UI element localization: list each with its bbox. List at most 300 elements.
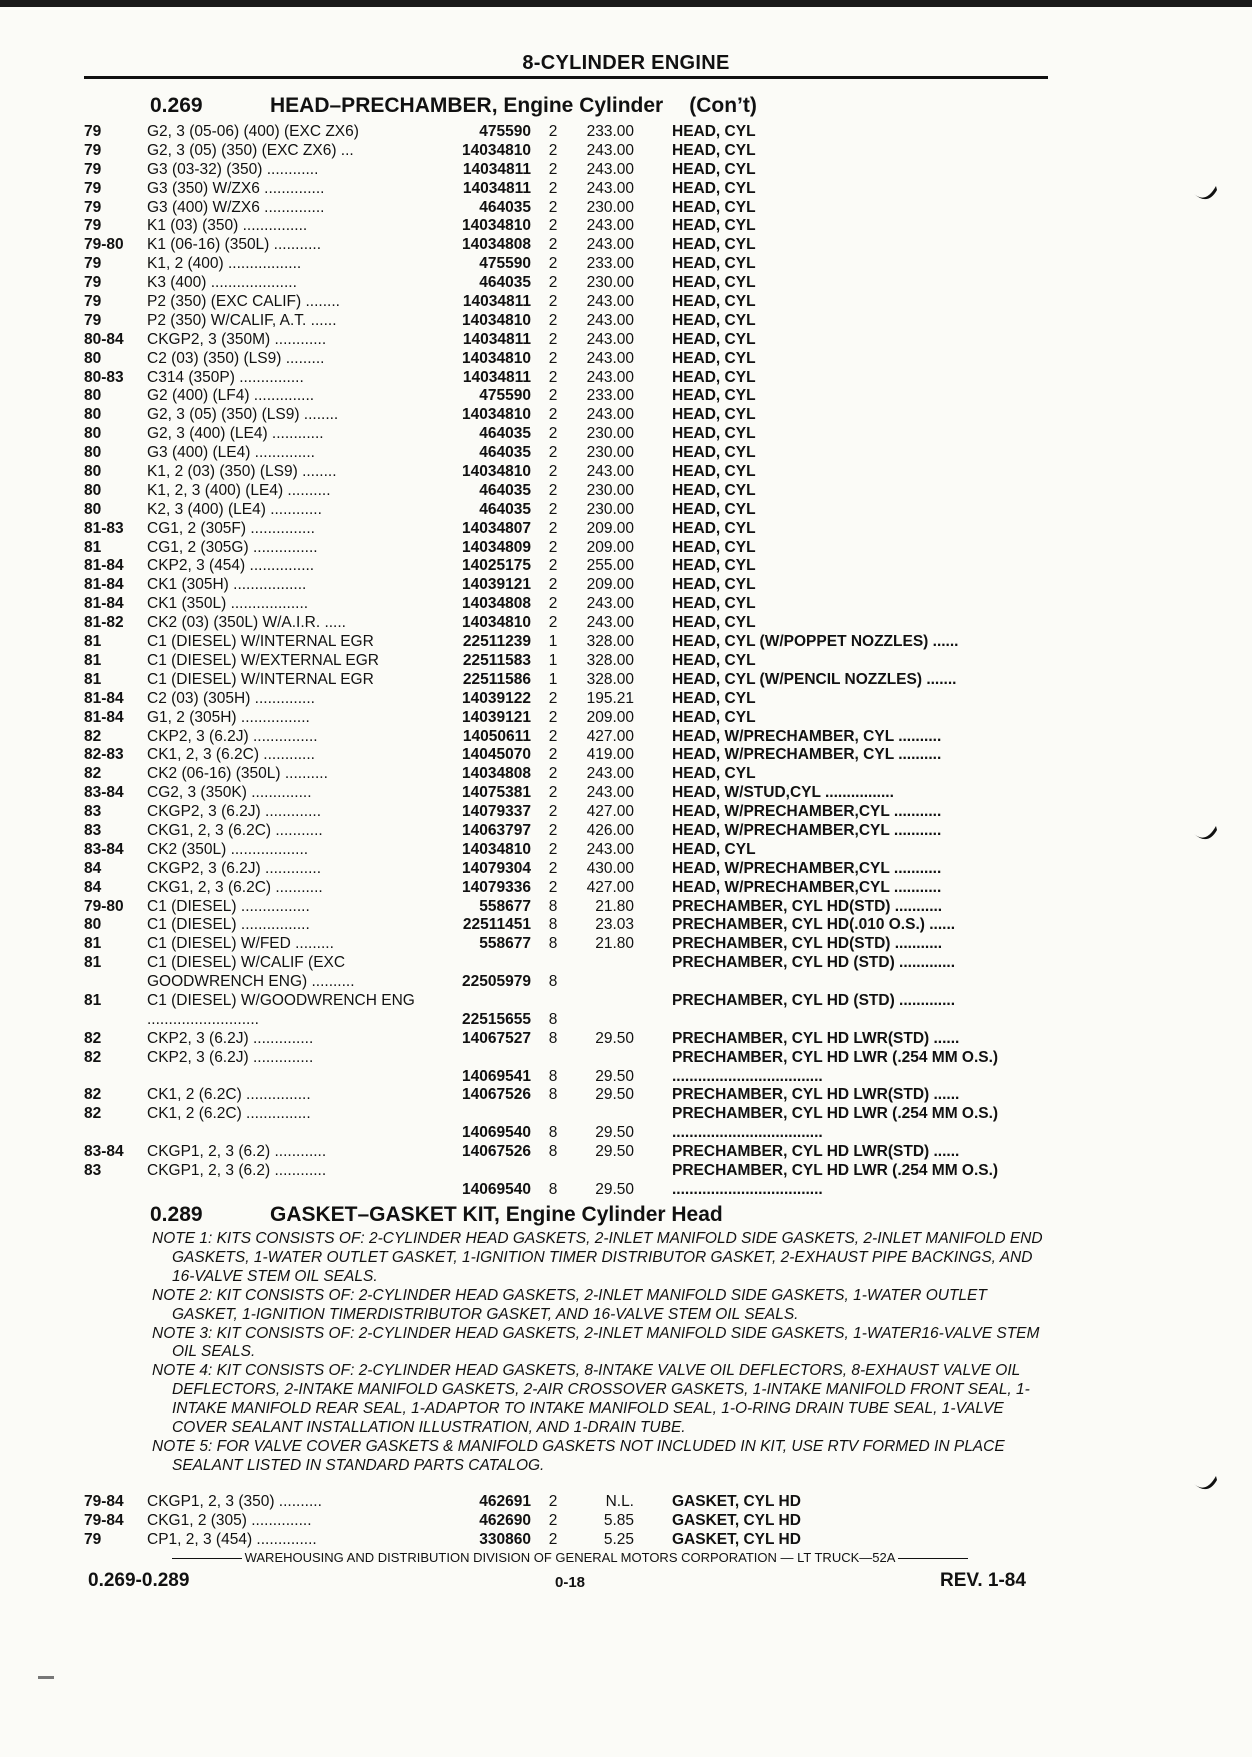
- binder-clip-icon: [1192, 180, 1218, 202]
- price-cell: 29.50: [595, 1143, 634, 1161]
- table-row: [84, 576, 1050, 595]
- quantity-cell: 2: [548, 123, 558, 140]
- price-cell: 23.03: [595, 916, 634, 934]
- table-row: [84, 180, 1050, 199]
- table-row: [84, 444, 1050, 463]
- year-cell: 79: [84, 141, 102, 159]
- part-number-cell: 14067526: [462, 1086, 531, 1104]
- section-heading-0289: [150, 1203, 723, 1227]
- description-cell: HEAD, CYL: [672, 463, 756, 481]
- price-cell: 243.00: [586, 595, 634, 613]
- quantity-cell: 2: [548, 576, 558, 594]
- description-cell: HEAD, CYL: [672, 500, 756, 518]
- price-cell: 230.00: [586, 481, 634, 499]
- description-cell: HEAD, CYL: [672, 330, 756, 348]
- year-cell: 82: [84, 1105, 102, 1123]
- description-cell: HEAD, CYL: [672, 444, 756, 462]
- model-cell: K1, 2 (03) (350) (LS9) ........: [147, 463, 337, 481]
- year-cell: 79: [84, 179, 102, 197]
- table-row: [84, 199, 1050, 218]
- price-cell: 209.00: [586, 576, 634, 594]
- note-text: NOTE 4: KIT CONSISTS OF: 2-CYLINDER HEAD GASKETS, 8-INTAKE VALVE OIL DEFLECTORS, 8-EXHAUST VALVE OIL DEFLECTORS, 2-INTAKE MANIFOLD GASKETS, 2-AIR CROSSOVER GASKETS, 1-INTAKE MANIFOLD FRONT SEAL, 1-INTAKE MANIFOLD REAR SEAL, 1-ADAPTOR TO INTAKE MANIFOLD SEAL, 1-O-RING DRAIN TUBE SEAL, 1-VALVE COVER SEALANT INSTALLATION ILLUSTRATION, AND 1-DRAIN TUBE.: [152, 1362, 1030, 1437]
- price-cell: 243.00: [586, 406, 634, 424]
- part-number-cell: 475590: [479, 123, 531, 140]
- model-cell: CKGP1, 2, 3 (6.2) ............: [147, 1143, 327, 1161]
- model-cell: G2, 3 (05) (350) (EXC ZX6) ...: [147, 141, 354, 159]
- table-row: [84, 1531, 1050, 1550]
- year-cell: 83: [84, 821, 102, 839]
- price-cell: 243.00: [586, 293, 634, 311]
- year-cell: 81: [84, 935, 102, 953]
- description-cell: PRECHAMBER, CYL HD LWR (.254 MM O.S.) ...................................: [672, 1105, 999, 1142]
- table-row: [84, 387, 1050, 406]
- quantity-cell: 2: [548, 444, 558, 462]
- year-cell: 81: [84, 633, 102, 651]
- year-cell: 81: [84, 991, 102, 1009]
- description-cell: HEAD, CYL: [672, 708, 756, 726]
- description-cell: HEAD, CYL: [672, 141, 756, 159]
- description-cell: HEAD, W/PRECHAMBER,CYL ...........: [672, 803, 942, 821]
- description-cell: PRECHAMBER, CYL HD (STD) .............: [672, 954, 956, 972]
- part-number-cell: 14079304: [462, 859, 531, 877]
- model-cell: G2, 3 (400) (LE4) ............: [147, 425, 324, 443]
- model-cell: C2 (03) (350) (LS9) .........: [147, 349, 325, 367]
- part-number-cell: 14034808: [462, 236, 531, 254]
- description-cell: HEAD, CYL: [672, 557, 756, 575]
- model-cell: CK1 (350L) ..................: [147, 595, 309, 613]
- part-number-cell: 22505979: [462, 973, 531, 991]
- table-row: [84, 614, 1050, 633]
- table-row: [84, 1105, 1050, 1143]
- quantity-cell: 2: [548, 538, 558, 556]
- quantity-cell: 2: [548, 179, 558, 197]
- part-number-cell: 558677: [479, 935, 531, 953]
- table-row: [84, 520, 1050, 539]
- part-number-cell: 14045070: [462, 746, 531, 764]
- part-number-cell: 14039121: [462, 708, 531, 726]
- description-cell: HEAD, CYL: [672, 160, 756, 178]
- description-cell: PRECHAMBER, CYL HD (STD) .............: [672, 991, 956, 1009]
- model-cell: C2 (03) (305H) ..............: [147, 689, 315, 707]
- table-row: [84, 539, 1050, 558]
- quantity-cell: 1: [548, 670, 558, 688]
- quantity-cell: 2: [548, 425, 558, 443]
- table-row: [84, 822, 1050, 841]
- price-cell: 230.00: [586, 198, 634, 216]
- part-number-cell: 475590: [479, 387, 531, 405]
- part-number-cell: 14034809: [462, 538, 531, 556]
- quantity-cell: 2: [548, 519, 558, 537]
- price-cell: 427.00: [586, 727, 634, 745]
- quantity-cell: 2: [548, 198, 558, 216]
- model-cell: K2, 3 (400) (LE4) ............: [147, 500, 322, 518]
- table-row: [84, 142, 1050, 161]
- part-number-cell: 14034810: [462, 349, 531, 367]
- table-row: [84, 406, 1050, 425]
- description-cell: HEAD, CYL: [672, 236, 756, 254]
- section-continued: (Con’t): [689, 94, 757, 117]
- part-number-cell: 14034810: [462, 217, 531, 235]
- price-cell: 243.00: [586, 330, 634, 348]
- year-cell: 80-83: [84, 368, 124, 386]
- quantity-cell: 2: [548, 274, 558, 292]
- model-cell: K1, 2 (400) .................: [147, 255, 302, 273]
- model-cell: CK2 (06-16) (350L) ..........: [147, 765, 328, 783]
- quantity-cell: 2: [548, 595, 558, 613]
- page-number: 0-18: [555, 1574, 586, 1591]
- price-cell: 230.00: [586, 274, 634, 292]
- part-number-cell: 14034811: [462, 160, 531, 178]
- table-row: [84, 274, 1050, 293]
- price-cell: 230.00: [586, 500, 634, 518]
- year-cell: 79: [84, 1530, 102, 1548]
- year-cell: 81: [84, 538, 102, 556]
- part-number-cell: 14034810: [462, 406, 531, 424]
- year-cell: 82: [84, 1086, 102, 1104]
- price-cell: 29.50: [595, 1067, 634, 1085]
- note-text: NOTE 1: KITS CONSISTS OF: 2-CYLINDER HEAD GASKETS, 2-INLET MANIFOLD SIDE GASKETS, 2-INLET MANIFOLD END GASKETS, 1-WATER OUTLET GASKET, 1-IGNITION TIMER DISTRIBUTOR GASKET, 2-EXHAUST PIPE BACKINGS, AND 16-VALVE STEM OIL SEALS.: [152, 1230, 1043, 1285]
- description-cell: HEAD, W/PRECHAMBER,CYL ...........: [672, 859, 942, 877]
- description-cell: HEAD, CYL: [672, 255, 756, 273]
- quantity-cell: 8: [548, 1067, 558, 1085]
- price-cell: 29.50: [595, 1180, 634, 1198]
- year-cell: 83-84: [84, 784, 124, 802]
- price-cell: 21.80: [595, 897, 634, 915]
- quantity-cell: 2: [548, 217, 558, 235]
- model-cell: CK1, 2 (6.2C) ...............: [147, 1086, 311, 1104]
- price-cell: 328.00: [586, 651, 634, 669]
- table-row: [84, 236, 1050, 255]
- binder-clip-icon: [1192, 1470, 1218, 1492]
- footer-rule-right: [898, 1558, 968, 1559]
- quantity-cell: 8: [548, 1086, 558, 1104]
- part-number-cell: 464035: [479, 198, 531, 216]
- quantity-cell: 8: [548, 1029, 558, 1047]
- model-cell: C1 (DIESEL) W/CALIF (EXC GOODWRENCH ENG) ..........: [147, 954, 355, 991]
- part-number-cell: 14034811: [462, 330, 531, 348]
- description-cell: PRECHAMBER, CYL HD LWR(STD) ......: [672, 1086, 960, 1104]
- description-cell: HEAD, CYL: [672, 274, 756, 292]
- model-cell: CKP2, 3 (6.2J) ..............: [147, 1048, 314, 1066]
- description-cell: PRECHAMBER, CYL HD LWR(STD) ......: [672, 1029, 960, 1047]
- model-cell: CKGP1, 2, 3 (6.2) ............: [147, 1162, 327, 1180]
- year-cell: 79-80: [84, 236, 124, 254]
- table-row: [84, 369, 1050, 388]
- year-cell: 79: [84, 160, 102, 178]
- part-number-cell: 14069540: [462, 1124, 531, 1142]
- description-cell: HEAD, CYL: [672, 198, 756, 216]
- year-cell: 81-84: [84, 708, 124, 726]
- description-cell: HEAD, W/PRECHAMBER, CYL ..........: [672, 746, 942, 764]
- part-number-cell: 14025175: [462, 557, 531, 575]
- year-cell: 81-84: [84, 595, 124, 613]
- quantity-cell: 2: [548, 311, 558, 329]
- part-number-cell: 14034810: [462, 614, 531, 632]
- description-cell: HEAD, CYL: [672, 387, 756, 405]
- description-cell: PRECHAMBER, CYL HD(STD) ...........: [672, 897, 943, 915]
- quantity-cell: 2: [548, 330, 558, 348]
- description-cell: HEAD, CYL: [672, 481, 756, 499]
- description-cell: HEAD, CYL: [672, 595, 756, 613]
- price-cell: 243.00: [586, 349, 634, 367]
- part-number-cell: 22511583: [462, 651, 531, 669]
- model-cell: CK1, 2, 3 (6.2C) ............: [147, 746, 315, 764]
- price-cell: 230.00: [586, 444, 634, 462]
- quantity-cell: 2: [548, 1493, 558, 1510]
- year-cell: 81: [84, 651, 102, 669]
- table-row: [84, 482, 1050, 501]
- description-cell: HEAD, CYL (W/POPPET NOZZLES) ......: [672, 633, 959, 651]
- description-cell: HEAD, CYL: [672, 576, 756, 594]
- model-cell: CG1, 2 (305G) ...............: [147, 538, 318, 556]
- quantity-cell: 2: [548, 387, 558, 405]
- price-cell: 209.00: [586, 519, 634, 537]
- description-cell: PRECHAMBER, CYL HD(STD) ...........: [672, 935, 943, 953]
- model-cell: K1 (06-16) (350L) ...........: [147, 236, 322, 254]
- quantity-cell: 8: [548, 935, 558, 953]
- table-row: [84, 746, 1050, 765]
- table-row: [84, 765, 1050, 784]
- year-cell: 80: [84, 387, 102, 405]
- model-cell: CK2 (350L) ..................: [147, 840, 309, 858]
- model-cell: G3 (350) W/ZX6 ..............: [147, 179, 325, 197]
- publisher-line: [90, 1550, 1050, 1565]
- table-row: [84, 1143, 1050, 1162]
- model-cell: C1 (DIESEL) W/FED .........: [147, 935, 334, 953]
- quantity-cell: 2: [548, 349, 558, 367]
- model-cell: G2, 3 (05-06) (400) (EXC ZX6): [147, 123, 359, 140]
- description-cell: HEAD, CYL: [672, 368, 756, 386]
- part-number-cell: 464035: [479, 444, 531, 462]
- model-cell: C314 (350P) ...............: [147, 368, 304, 386]
- price-cell: 243.00: [586, 141, 634, 159]
- price-cell: 209.00: [586, 538, 634, 556]
- model-cell: CP1, 2, 3 (454) ..............: [147, 1530, 317, 1548]
- price-cell: 243.00: [586, 311, 634, 329]
- price-cell: N.L.: [605, 1493, 634, 1510]
- part-number-cell: 14034811: [462, 368, 531, 386]
- table-row: [84, 671, 1050, 690]
- year-cell: 82: [84, 1048, 102, 1066]
- quantity-cell: 8: [548, 1124, 558, 1142]
- year-cell: 80: [84, 444, 102, 462]
- year-cell: 80: [84, 425, 102, 443]
- page-title: 8-CYLINDER ENGINE: [522, 52, 730, 74]
- part-number-cell: 14069540: [462, 1180, 531, 1198]
- model-cell: K3 (400) ....................: [147, 274, 297, 292]
- description-cell: GASKET, CYL HD: [672, 1493, 801, 1510]
- description-cell: PRECHAMBER, CYL HD(.010 O.S.) ......: [672, 916, 956, 934]
- year-cell: 79-84: [84, 1493, 124, 1510]
- year-cell: 80: [84, 916, 102, 934]
- price-cell: 243.00: [586, 463, 634, 481]
- quantity-cell: 2: [548, 765, 558, 783]
- quantity-cell: 8: [548, 897, 558, 915]
- model-cell: P2 (350) W/CALIF, A.T. ......: [147, 311, 337, 329]
- quantity-cell: 2: [548, 141, 558, 159]
- description-cell: HEAD, CYL: [672, 406, 756, 424]
- table-row: [84, 123, 1050, 142]
- quantity-cell: 2: [548, 746, 558, 764]
- part-number-cell: 14050611: [462, 727, 531, 745]
- table-row: [84, 879, 1050, 898]
- description-cell: PRECHAMBER, CYL HD LWR(STD) ......: [672, 1143, 960, 1161]
- binder-clip-icon: [1192, 820, 1218, 842]
- year-cell: 79: [84, 123, 102, 140]
- part-number-cell: 558677: [479, 897, 531, 915]
- model-cell: CKGP2, 3 (6.2J) .............: [147, 859, 321, 877]
- year-cell: 84: [84, 878, 102, 896]
- model-cell: C1 (DIESEL) W/EXTERNAL EGR: [147, 651, 379, 669]
- model-cell: C1 (DIESEL) W/INTERNAL EGR: [147, 670, 374, 688]
- model-cell: C1 (DIESEL) ................: [147, 916, 310, 934]
- price-cell: 29.50: [595, 1029, 634, 1047]
- price-cell: 230.00: [586, 425, 634, 443]
- description-cell: HEAD, CYL: [672, 217, 756, 235]
- quantity-cell: 2: [548, 614, 558, 632]
- year-cell: 80-84: [84, 330, 124, 348]
- quantity-cell: 2: [548, 500, 558, 518]
- part-number-cell: 14039122: [462, 689, 531, 707]
- price-cell: 243.00: [586, 160, 634, 178]
- price-cell: 29.50: [595, 1086, 634, 1104]
- year-cell: 79: [84, 255, 102, 273]
- price-cell: 29.50: [595, 1124, 634, 1142]
- year-cell: 80: [84, 463, 102, 481]
- price-cell: 427.00: [586, 803, 634, 821]
- model-cell: CK1 (305H) .................: [147, 576, 307, 594]
- table-row: [84, 557, 1050, 576]
- quantity-cell: 2: [548, 368, 558, 386]
- table-row: [84, 1512, 1050, 1531]
- table-row: [84, 1086, 1050, 1105]
- price-cell: 255.00: [586, 557, 634, 575]
- part-number-cell: 14034808: [462, 595, 531, 613]
- price-cell: 427.00: [586, 878, 634, 896]
- section-range: 0.269-0.289: [88, 1570, 190, 1591]
- price-cell: 243.00: [586, 236, 634, 254]
- model-cell: CKP2, 3 (454) ...............: [147, 557, 315, 575]
- quantity-cell: 2: [548, 463, 558, 481]
- year-cell: 79-84: [84, 1511, 124, 1529]
- note-text: NOTE 5: FOR VALVE COVER GASKETS & MANIFOLD GASKETS NOT INCLUDED IN KIT, USE RTV FORMED IN PLACE SEALANT LISTED IN STANDARD PARTS CATALOG.: [152, 1437, 1005, 1474]
- price-cell: 243.00: [586, 840, 634, 858]
- quantity-cell: 2: [548, 708, 558, 726]
- description-cell: HEAD, W/PRECHAMBER,CYL ...........: [672, 878, 942, 896]
- quantity-cell: 2: [548, 557, 558, 575]
- year-cell: 82: [84, 1029, 102, 1047]
- model-cell: CKG1, 2, 3 (6.2C) ...........: [147, 821, 323, 839]
- table-row: [84, 1493, 1050, 1512]
- quantity-cell: 8: [548, 1010, 558, 1028]
- description-cell: HEAD, CYL: [672, 425, 756, 443]
- part-number-cell: 462691: [479, 1493, 531, 1510]
- description-cell: HEAD, W/STUD,CYL ................: [672, 784, 894, 802]
- section-title: GASKET–GASKET KIT, Engine Cylinder Head: [270, 1203, 723, 1226]
- year-cell: 80: [84, 406, 102, 424]
- year-cell: 81-84: [84, 557, 124, 575]
- part-number-cell: 14039121: [462, 576, 531, 594]
- part-number-cell: 14063797: [462, 821, 531, 839]
- part-number-cell: 14034810: [462, 840, 531, 858]
- quantity-cell: 2: [548, 1530, 558, 1548]
- section-number: 0.289: [150, 1203, 203, 1226]
- table-row: [84, 728, 1050, 747]
- price-cell: 195.21: [586, 689, 634, 707]
- footer-rule-left: [172, 1558, 242, 1559]
- part-number-cell: 14034810: [462, 141, 531, 159]
- part-number-cell: 475590: [479, 255, 531, 273]
- quantity-cell: 2: [548, 878, 558, 896]
- quantity-cell: 1: [548, 633, 558, 651]
- table-row: [84, 161, 1050, 180]
- parts-table-gasket: [84, 1493, 1050, 1550]
- quantity-cell: 2: [548, 160, 558, 178]
- table-row: [84, 425, 1050, 444]
- model-cell: CKGP1, 2, 3 (350) ..........: [147, 1493, 322, 1510]
- model-cell: CKGP2, 3 (6.2J) .............: [147, 803, 321, 821]
- note-text: NOTE 3: KIT CONSISTS OF: 2-CYLINDER HEAD GASKETS, 2-INLET MANIFOLD SIDE GASKETS, 1-WATER16-VALVE STEM OIL SEALS.: [152, 1324, 1040, 1361]
- price-cell: 328.00: [586, 633, 634, 651]
- table-row: [84, 841, 1050, 860]
- quantity-cell: 2: [548, 236, 558, 254]
- part-number-cell: 14075381: [462, 784, 531, 802]
- table-row: [84, 331, 1050, 350]
- model-cell: G3 (400) W/ZX6 ..............: [147, 198, 325, 216]
- description-cell: GASKET, CYL HD: [672, 1511, 801, 1529]
- price-cell: 21.80: [595, 935, 634, 953]
- year-cell: 83-84: [84, 840, 124, 858]
- year-cell: 79: [84, 274, 102, 292]
- part-number-cell: 14034810: [462, 463, 531, 481]
- part-number-cell: 14067527: [462, 1029, 531, 1047]
- table-row: [84, 935, 1050, 954]
- year-cell: 79: [84, 217, 102, 235]
- publisher-text: WAREHOUSING AND DISTRIBUTION DIVISION OF GENERAL MOTORS CORPORATION — LT TRUCK—52A: [244, 1550, 896, 1565]
- table-row: [84, 709, 1050, 728]
- year-cell: 81-84: [84, 689, 124, 707]
- model-cell: P2 (350) (EXC CALIF) ........: [147, 293, 340, 311]
- quantity-cell: 1: [548, 651, 558, 669]
- table-row: [84, 312, 1050, 331]
- part-number-cell: 464035: [479, 481, 531, 499]
- part-number-cell: 22515655: [462, 1010, 531, 1028]
- table-row: [84, 860, 1050, 879]
- table-row: [84, 803, 1050, 822]
- part-number-cell: 14034807: [462, 519, 531, 537]
- description-cell: HEAD, CYL: [672, 311, 756, 329]
- price-cell: 430.00: [586, 859, 634, 877]
- year-cell: 81-82: [84, 614, 124, 632]
- quantity-cell: 2: [548, 481, 558, 499]
- price-cell: 243.00: [586, 784, 634, 802]
- table-row: [84, 350, 1050, 369]
- table-row: [84, 898, 1050, 917]
- section-number: 0.269: [150, 94, 203, 117]
- model-cell: K1, 2, 3 (400) (LE4) ..........: [147, 481, 331, 499]
- revision-label: REV. 1-84: [940, 1570, 1026, 1591]
- table-row: [84, 1030, 1050, 1049]
- year-cell: 79: [84, 311, 102, 329]
- price-cell: 233.00: [586, 255, 634, 273]
- price-cell: 209.00: [586, 708, 634, 726]
- table-row: [84, 690, 1050, 709]
- model-cell: C1 (DIESEL) ................: [147, 897, 310, 915]
- model-cell: CG1, 2 (305F) ...............: [147, 519, 315, 537]
- year-cell: 81: [84, 954, 102, 972]
- part-number-cell: 14034810: [462, 311, 531, 329]
- year-cell: 81-84: [84, 576, 124, 594]
